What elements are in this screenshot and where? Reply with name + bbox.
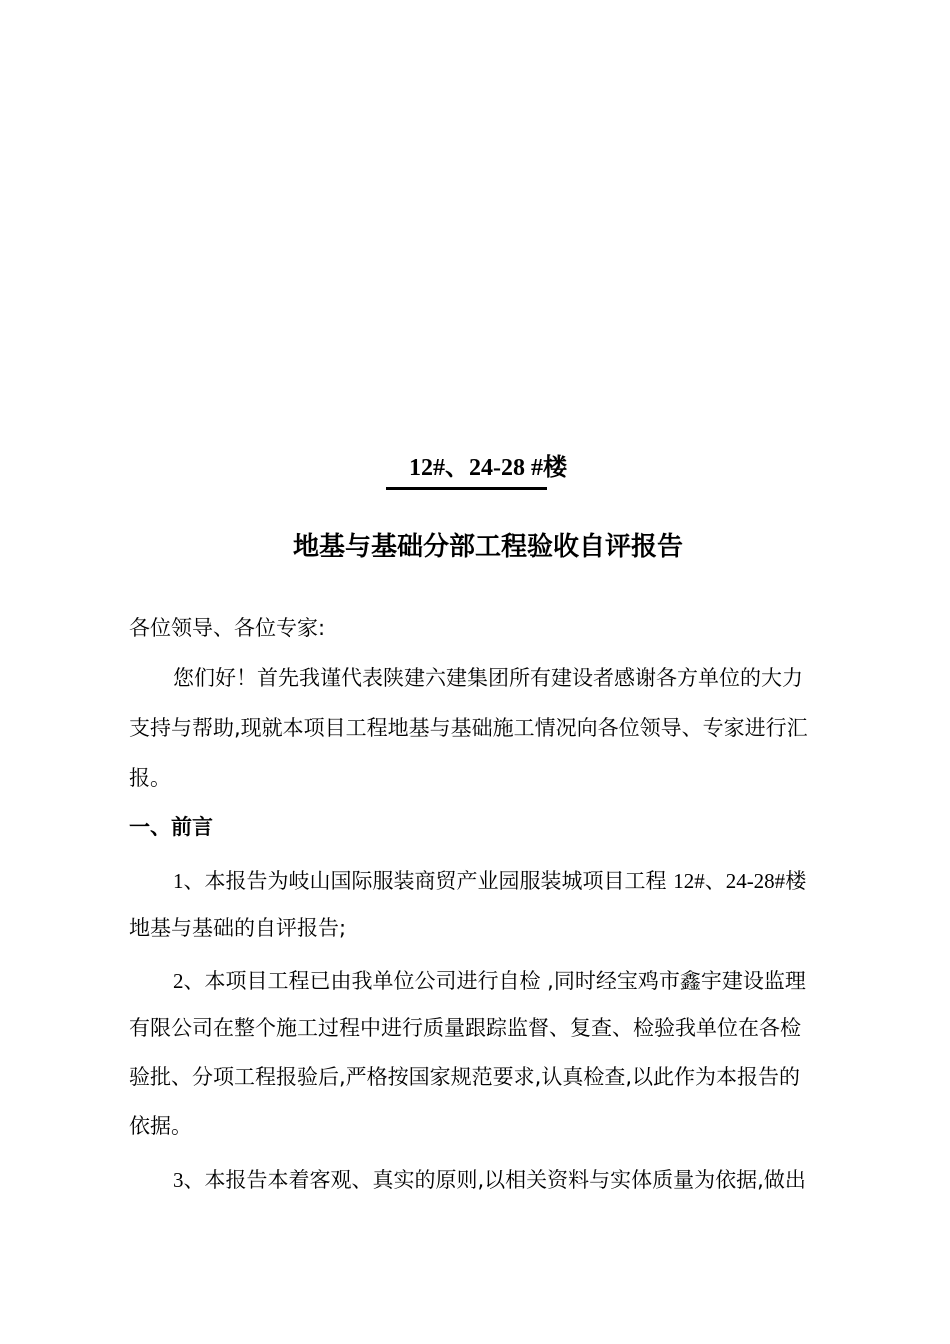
item-2-line-1 <box>129 956 859 1006</box>
item-1-text-sep: 、 <box>704 869 726 893</box>
greeting: 各位领导、各位专家: <box>129 616 326 640</box>
item-3-number: 3 <box>173 1168 184 1192</box>
item-1-building-12: 12# <box>673 869 705 893</box>
item-2-line-4: 依据。 <box>129 1114 192 1138</box>
item-1-number: 1 <box>173 869 184 893</box>
item-1-line-1 <box>129 856 859 906</box>
section-heading-preface: 一、前言 <box>129 815 213 839</box>
item-1-text-a: 、本报告为岐山国际服装商贸产业园服装城项目工程 <box>183 869 674 893</box>
item-2-line-2: 有限公司在整个施工过程中进行质量跟踪监督、复查、检验我单位在各检 <box>129 1016 801 1040</box>
intro-line-2: 支持与帮助,现就本项目工程地基与基础施工情况向各位领导、专家进行汇 <box>129 716 808 740</box>
item-2-line-3: 验批、分项工程报验后,严格按国家规范要求,认真检查,以此作为本报告的 <box>129 1065 801 1089</box>
intro-line-3: 报。 <box>129 766 171 790</box>
item-3-line-1 <box>129 1155 859 1205</box>
item-1-text-e: 楼 <box>785 869 807 893</box>
title-building-number: 12#、24-28 # <box>409 455 543 481</box>
item-3-text: 、本报告本着客观、真实的原则,以相关资料与实体质量为依据,做出 <box>183 1168 806 1192</box>
item-2-number: 2 <box>173 969 184 993</box>
report-title-building <box>0 452 950 483</box>
title-underline <box>386 487 547 490</box>
title-building-suffix: 楼 <box>543 453 567 481</box>
item-2-text: 、本项目工程已由我单位公司进行自检 ,同时经宝鸡市鑫宇建设监理 <box>183 969 806 993</box>
item-1-building-range: 24-28# <box>725 869 786 893</box>
report-title: 地基与基础分部工程验收自评报告 <box>292 532 683 562</box>
intro-line-1: 您们好！首先我谨代表陕建六建集团所有建设者感谢各方单位的大力 <box>173 666 803 690</box>
item-1-line-2: 地基与基础的自评报告; <box>129 916 347 940</box>
